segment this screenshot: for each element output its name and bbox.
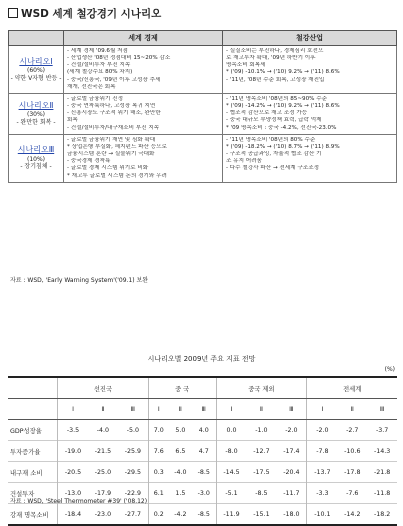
- outlook-row-label: 내구재 소비: [8, 462, 58, 483]
- scenario-probability: (60%): [26, 66, 46, 74]
- outlook-value-cell: 4.0: [192, 420, 216, 441]
- scenario-probability: (10%): [26, 155, 46, 163]
- scenario-name: 시나리오Ⅰ: [19, 56, 53, 66]
- scenario-economy-line: - 중국 연착륙하나, 고성장 복귀 지연: [67, 103, 156, 110]
- scenario-economy-line: - 산업생산 '08년 정점대비 15~20% 감소: [67, 55, 171, 62]
- outlook-value-cell: 6.1: [148, 483, 168, 504]
- outlook-value-cell: -17.5: [247, 462, 277, 483]
- scenario-economy-cell: [64, 93, 223, 134]
- scenario-row: [9, 134, 397, 182]
- outlook-value-cell: -25.0: [88, 462, 118, 483]
- outlook-scenario-subheader: Ⅲ: [276, 399, 307, 420]
- scenario-steel-line: * ('09) -14.2% → ('10) 9.2% → ('11) 8.6%: [225, 103, 340, 110]
- outlook-scenario-subheader: Ⅰ: [58, 399, 89, 420]
- outlook-source-note: 자료 : WSD, 'Steel Thermometer #39' ('08.12): [10, 498, 148, 505]
- scenario-steel-line: * ('09) -10.1% → ('10) 9.2% → ('11) 8.6%: [225, 69, 340, 76]
- scenario-steel-line: - 중국 대규모 부양정책 효력, 급락 억제: [225, 117, 322, 124]
- outlook-value-cell: -3.5: [58, 420, 89, 441]
- scenario-source-note: 자료 : WSD, 'Early Warning System'('09.1) 보완: [10, 277, 149, 284]
- outlook-value-cell: 0.2: [148, 504, 168, 526]
- scenario-steel-line: * '09 명목소비 : 중국 -4.2%, 선진국-23.0%: [225, 124, 337, 131]
- outlook-value-cell: -20.5: [58, 462, 89, 483]
- scenario-economy-line: - 중국/신흥국, '09년 이후 고성장 추세: [67, 76, 161, 83]
- scenario-economy-line: - 글로벌 금융위기 진정: [67, 95, 123, 102]
- scenario-description: - 약한 V자형 반등 -: [10, 74, 62, 82]
- outlook-scenario-subheader: Ⅰ: [216, 399, 247, 420]
- scenario-economy-line: - 중국경제 경착륙: [67, 158, 111, 165]
- outlook-unit: (%): [384, 366, 395, 373]
- outlook-value-cell: -17.8: [337, 462, 367, 483]
- outlook-value-cell: 7.0: [148, 420, 168, 441]
- scenario-name-cell: [9, 134, 64, 182]
- outlook-value-cell: -3.7: [367, 420, 397, 441]
- outlook-corner-cell-sub: [8, 399, 58, 420]
- scenario-steel-line: - 구조적 공급과잉, 자율적 협조 감산 기: [225, 151, 322, 158]
- outlook-value-cell: 0.3: [148, 462, 168, 483]
- scenario-steel-cell: [222, 46, 396, 94]
- outlook-value-cell: 0.0: [216, 420, 247, 441]
- outlook-row: [8, 462, 397, 483]
- outlook-value-cell: -7.8: [307, 441, 338, 462]
- outlook-scenario-subheader: Ⅱ: [88, 399, 118, 420]
- outlook-value-cell: -5.0: [118, 420, 149, 441]
- outlook-value-cell: -8.5: [192, 504, 216, 526]
- outlook-value-cell: 1.5: [169, 483, 192, 504]
- scenario-probability: (30%): [26, 111, 46, 119]
- scenario-name-cell: [9, 46, 64, 94]
- outlook-value-cell: -2.7: [337, 420, 367, 441]
- outlook-scenario-subheader: Ⅲ: [118, 399, 149, 420]
- outlook-row-label: GDP성장율: [8, 420, 58, 441]
- scenario-corner-cell: [9, 31, 64, 46]
- outlook-scenario-subheader: Ⅱ: [247, 399, 277, 420]
- outlook-title: 시나리오별 2009년 주요 지표 전망: [147, 355, 256, 363]
- outlook-value-cell: -18.4: [58, 504, 89, 526]
- scenario-name-cell: [9, 93, 64, 134]
- column-header-economy: 세계 경제: [64, 31, 223, 46]
- outlook-value-cell: -4.0: [88, 420, 118, 441]
- outlook-value-cell: -3.0: [192, 483, 216, 504]
- outlook-value-cell: -23.0: [88, 504, 118, 526]
- outlook-value-cell: -8.0: [216, 441, 247, 462]
- scenario-table: [8, 30, 397, 183]
- outlook-value-cell: -18.0: [276, 504, 307, 526]
- outlook-corner-cell: [8, 377, 58, 399]
- outlook-value-cell: -18.2: [367, 504, 397, 526]
- section-heading: WSD 세계 철강경기 시나리오: [8, 6, 161, 21]
- scenario-economy-line: - 건설/설비투자/내구재소비 부진 지속: [67, 124, 160, 131]
- scenario-steel-line: - '11년 명목소비 '08년의 80% 수준: [225, 136, 316, 143]
- outlook-value-cell: -4.0: [169, 462, 192, 483]
- outlook-group-header: 중 국: [148, 377, 216, 399]
- outlook-value-cell: -7.6: [337, 483, 367, 504]
- outlook-value-cell: -10.1: [307, 504, 338, 526]
- outlook-value-cell: -17.4: [276, 441, 307, 462]
- outlook-value-cell: -8.5: [247, 483, 277, 504]
- scenario-economy-line: - 글로벌 경제 시스템 위기로 비화: [67, 165, 149, 172]
- scenario-economy-cell: [64, 134, 223, 182]
- outlook-value-cell: -3.3: [307, 483, 338, 504]
- scenario-steel-line: - 실질소비는 부진하나, 경제심리 호전으: [225, 48, 324, 54]
- outlook-row: [8, 441, 397, 462]
- outlook-row-label: 투자증가율: [8, 441, 58, 462]
- outlook-value-cell: 6.5: [169, 441, 192, 462]
- outlook-value-cell: -10.6: [337, 441, 367, 462]
- scenario-economy-line: 회복: [67, 117, 78, 124]
- column-header-steel: 철강산업: [222, 31, 396, 46]
- outlook-group-header: 전세계: [307, 377, 397, 399]
- outlook-value-cell: -5.1: [216, 483, 247, 504]
- scenario-steel-line: * ('09) -18.2% → ('10) 8.7% → ('11) 8.9%: [225, 143, 340, 150]
- outlook-scenario-subheader: Ⅱ: [337, 399, 367, 420]
- outlook-scenario-subheader: Ⅰ: [307, 399, 338, 420]
- outlook-group-header: 중국 제외: [216, 377, 307, 399]
- outlook-scenario-subheader: Ⅱ: [169, 399, 192, 420]
- outlook-value-cell: -29.5: [118, 462, 149, 483]
- outlook-row: [8, 420, 397, 441]
- outlook-value-cell: -2.0: [276, 420, 307, 441]
- outlook-row-label: 건설투자: [8, 483, 58, 504]
- outlook-value-cell: -2.0: [307, 420, 338, 441]
- outlook-value-cell: -25.9: [118, 441, 149, 462]
- outlook-scenario-subheader: Ⅲ: [367, 399, 397, 420]
- outlook-value-cell: 4.7: [192, 441, 216, 462]
- outlook-scenario-subheader: Ⅲ: [192, 399, 216, 420]
- outlook-value-cell: -21.8: [367, 462, 397, 483]
- scenario-economy-cell: [64, 46, 223, 94]
- outlook-value-cell: -11.8: [367, 483, 397, 504]
- outlook-value-cell: -13.0: [58, 483, 89, 504]
- outlook-value-cell: -17.9: [88, 483, 118, 504]
- outlook-scenario-subheader: Ⅰ: [148, 399, 168, 420]
- scenario-economy-line: 금융시스템 혼란 → 실물위기 극대화: [67, 151, 155, 158]
- scenario-row: [9, 46, 397, 94]
- outlook-value-cell: -20.4: [276, 462, 307, 483]
- scenario-economy-line: (세계 철강수요 80% 차지): [67, 69, 133, 76]
- scenario-steel-line: 조 유지 어려움: [225, 158, 262, 165]
- scenario-economy-line: * 상업은행 부실화, 헤지펀드 파산 등으로: [67, 143, 167, 150]
- outlook-row: [8, 504, 397, 526]
- scenario-description: - 완만한 회복 -: [16, 118, 56, 126]
- checkbox-bullet-icon: [8, 8, 18, 18]
- outlook-value-cell: -19.0: [58, 441, 89, 462]
- outlook-value-cell: -14.3: [367, 441, 397, 462]
- scenario-steel-line: 로 재고투자 확대, '09년 하반기 이후: [225, 55, 316, 62]
- outlook-group-header: 선진국: [58, 377, 149, 399]
- outlook-value-cell: -14.5: [216, 462, 247, 483]
- outlook-value-cell: -11.9: [216, 504, 247, 526]
- outlook-value-cell: -15.1: [247, 504, 277, 526]
- scenario-economy-line: - 글로벌 금융위기 재연 및 심화 확대: [67, 136, 156, 143]
- outlook-value-cell: -8.5: [192, 462, 216, 483]
- outlook-value-cell: -1.0: [247, 420, 277, 441]
- scenario-name: 시나리오Ⅲ: [17, 145, 55, 155]
- scenario-steel-line: - '11년, '08년 수준 회복, 고성장 재진입: [225, 76, 325, 83]
- outlook-value-cell: -21.5: [88, 441, 118, 462]
- outlook-value-cell: -13.7: [307, 462, 338, 483]
- scenario-economy-line: 재개, 선진국은 회복: [67, 83, 116, 90]
- scenario-economy-line: * 재고투 글로벌 시스템 논의 경기와 우려: [67, 172, 167, 179]
- outlook-value-cell: -4.2: [169, 504, 192, 526]
- outlook-value-cell: 7.6: [148, 441, 168, 462]
- outlook-value-cell: -12.7: [247, 441, 277, 462]
- scenario-description: - 장기침체 -: [20, 163, 52, 171]
- outlook-row-label: 강재 명목소비: [8, 504, 58, 526]
- scenario-economy-line: - 신흥시장도 구조적 위기 해소, 완만한: [67, 110, 161, 117]
- scenario-steel-line: - 협조적 감산으로 재고 조정 가능: [225, 110, 308, 117]
- scenario-steel-cell: [222, 93, 396, 134]
- scenario-steel-line: - 다수 철강사 파산 → 전세계 구조조정: [225, 165, 320, 172]
- scenario-steel-cell: [222, 134, 396, 182]
- outlook-value-cell: -14.2: [337, 504, 367, 526]
- scenario-steel-line: - '11년 명목소비 '08년의 85~90% 수준: [225, 95, 328, 102]
- scenario-name: 시나리오Ⅱ: [18, 101, 54, 111]
- scenario-row: [9, 93, 397, 134]
- outlook-value-cell: 5.0: [169, 420, 192, 441]
- scenario-economy-line: - 건설/설비투자 부진 지속: [67, 62, 131, 69]
- outlook-value-cell: -22.9: [118, 483, 149, 504]
- outlook-value-cell: -27.7: [118, 504, 149, 526]
- outlook-value-cell: -11.7: [276, 483, 307, 504]
- scenario-steel-line: 명목소비 회복세: [225, 62, 266, 69]
- scenario-economy-line: - 세계 경제 '09.6월 저점: [67, 48, 128, 54]
